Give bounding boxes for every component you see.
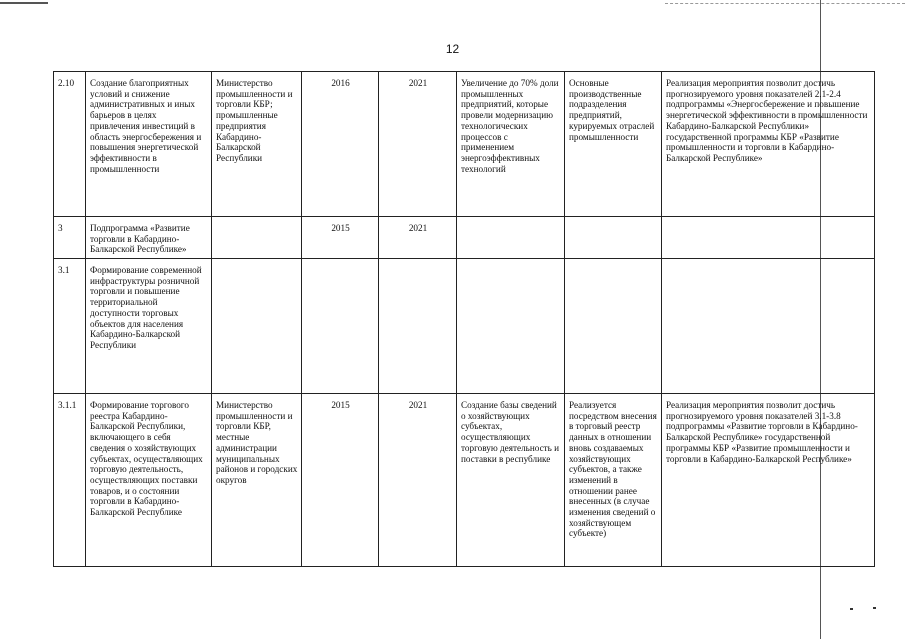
measure-name: Формирование современной инфраструктуры розничной торговли и повышение территориальной доступности торговых объектов для населения Кабардино-Балкарской Республики bbox=[86, 259, 212, 394]
implementation-directions bbox=[565, 217, 662, 259]
indicator-link: Реализация мероприятия позволит достичь прогнозируемого уровня показателей 2.1-2.4 подпрограммы «Энергосбережение и повышение энергетической эффективности в промышленности Кабардино-Балкарской Республики» государственной программы КБР «Развитие промышленности и торговли в Кабардино-Балкарской Республике» bbox=[662, 72, 875, 217]
executor bbox=[212, 217, 302, 259]
table-row bbox=[54, 259, 875, 394]
program-measures-table bbox=[53, 71, 875, 567]
row-number: 2.10 bbox=[54, 72, 86, 217]
end-year: 2021 bbox=[379, 217, 457, 259]
scan-artifact-top-right bbox=[665, 3, 905, 4]
end-year bbox=[379, 259, 457, 394]
row-number: 3.1.1 bbox=[54, 394, 86, 567]
start-year: 2015 bbox=[302, 217, 379, 259]
scan-speck bbox=[873, 607, 876, 609]
indicator-link bbox=[662, 217, 875, 259]
expected-result: Создание базы сведений о хозяйствующих субъектах, осуществляющих торговую деятельность и поставки в республике bbox=[457, 394, 565, 567]
end-year: 2021 bbox=[379, 394, 457, 567]
scan-artifact-top-left bbox=[0, 2, 48, 4]
expected-result bbox=[457, 259, 565, 394]
row-number: 3 bbox=[54, 217, 86, 259]
implementation-directions bbox=[565, 259, 662, 394]
end-year: 2021 bbox=[379, 72, 457, 217]
executor: Министерство промышленности и торговли КБР, местные администрации муниципальных районов и городских округов bbox=[212, 394, 302, 567]
expected-result bbox=[457, 217, 565, 259]
measure-name: Формирование торгового реестра Кабардино-Балкарской Республики, включающего в себя сведения о хозяйствующих субъектах, осуществляющих торговую деятельность, осуществляющих поставки товаров, и о состоянии торговли в Кабардино-Балкарской Республике bbox=[86, 394, 212, 567]
row-number: 3.1 bbox=[54, 259, 86, 394]
start-year: 2015 bbox=[302, 394, 379, 567]
expected-result: Увеличение до 70% доли промышленных предприятий, которые провели модернизацию технологических процессов с применением энергоэффективных технологий bbox=[457, 72, 565, 217]
table-row bbox=[54, 217, 875, 259]
implementation-directions: Основные производственные подразделения предприятий, курируемых отраслей промышленности bbox=[565, 72, 662, 217]
indicator-link: Реализация мероприятия позволит достичь прогнозируемого уровня показателей 3.1-3.8 подпрограммы «Развитие торговли в Кабардино-Балкарской Республике» государственной программы КБР «Развитие промышленности и торговли в Кабардино-Балкарской Республике» bbox=[662, 394, 875, 567]
measure-name: Создание благоприятных условий и снижение административных и иных барьеров в целях привлечения инвестиций в область энергосбережения и повышения энергетической эффективности в промышленности bbox=[86, 72, 212, 217]
executor: Министерство промышленности и торговли КБР; промышленные предприятия Кабардино-Балкарской Республики bbox=[212, 72, 302, 217]
executor bbox=[212, 259, 302, 394]
start-year: 2016 bbox=[302, 72, 379, 217]
table-row bbox=[54, 72, 875, 217]
table-row bbox=[54, 394, 875, 567]
page-number: 12 bbox=[445, 42, 460, 56]
indicator-link bbox=[662, 259, 875, 394]
start-year bbox=[302, 259, 379, 394]
scan-speck bbox=[850, 608, 853, 610]
measure-name: Подпрограмма «Развитие торговли в Кабардино-Балкарской Республике» bbox=[86, 217, 212, 259]
implementation-directions: Реализуется посредством внесения в торговый реестр данных в отношении вновь создаваемых хозяйствующих субъектов, а также изменений в отношении ранее внесенных (в случае изменения сведений о хозяйствующем субъекте) bbox=[565, 394, 662, 567]
